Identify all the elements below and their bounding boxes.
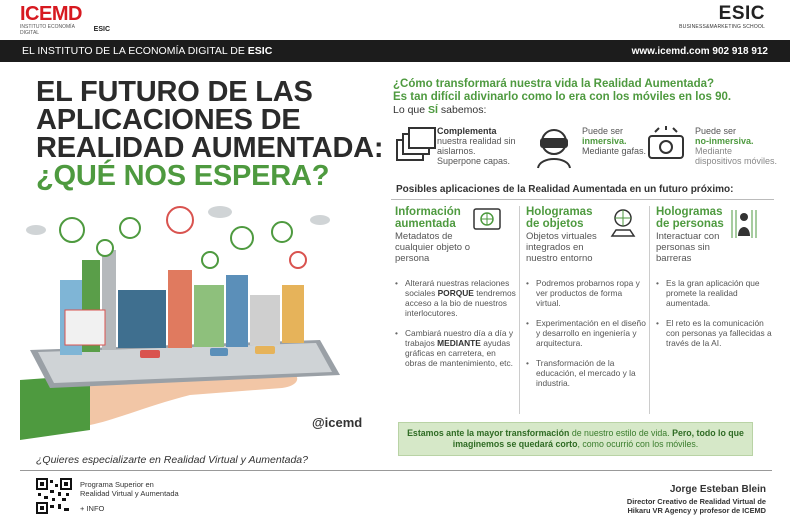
column-1-title-line-1: Información — [395, 206, 461, 218]
band-contact[interactable]: www.icemd.com 902 918 912 — [631, 45, 768, 57]
cloud-1 — [26, 225, 46, 235]
layers-icon — [395, 126, 439, 166]
column-personas — [649, 206, 774, 414]
shop-building — [65, 310, 105, 345]
ar-city-illustration — [20, 190, 380, 440]
feature-no-inmersiva — [645, 126, 778, 176]
program-line-2: Realidad Virtual y Aumentada — [80, 489, 179, 498]
cloud-3 — [310, 215, 330, 225]
column-3-title-line-1: Hologramas — [656, 206, 723, 218]
hologram-globe-icon — [610, 208, 636, 238]
column-1-title-line-2: aumentada — [395, 218, 456, 230]
conclusion-banner — [398, 422, 753, 456]
list-item — [395, 278, 519, 318]
band-left-text: EL INSTITUTO DE LA ECONOMÍA DIGITAL DE — [22, 45, 248, 57]
known-heading — [393, 104, 486, 116]
feature-3-pre: Puede ser — [695, 126, 737, 136]
intro-question — [393, 78, 773, 104]
footer-divider — [20, 470, 772, 471]
bullet-text: Alterará nuestras relaciones sociales — [405, 278, 510, 298]
bullet-text: ayudas gráficas en carretera, en obras de mantenimiento, etc. — [405, 338, 514, 368]
icemd-logo-sub: INSTITUTO ECONOMÍA DIGITAL — [20, 24, 75, 36]
column-2-title-line-1: Hologramas — [526, 206, 593, 218]
ar-bubble-2 — [120, 218, 140, 238]
feature-3-bold: no-inmersiva. — [695, 136, 754, 146]
list-item: • Transformación de la educación, el mercado y la industria. — [526, 358, 649, 388]
applications-columns — [391, 199, 774, 414]
feature-1-text: nuestra realidad sin aislarnos. Superpone capas. — [437, 136, 516, 166]
column-informacion — [395, 206, 519, 414]
list-item — [395, 328, 519, 368]
page-title — [36, 78, 396, 190]
banner-text-2: , como ocurrió con los móviles. — [577, 439, 699, 449]
building-4 — [118, 290, 166, 348]
column-2-title-line-2: de objetos — [526, 218, 584, 230]
car-2 — [210, 348, 228, 356]
column-3-desc: Interactuar con personas sin barreras — [656, 231, 720, 264]
program-info — [80, 480, 179, 513]
specialize-question: ¿Quieres especializarte en Realidad Virtual y Aumentada? — [36, 454, 308, 466]
qr-code-icon[interactable] — [36, 478, 72, 514]
icemd-logo-text: ICEMD — [20, 3, 82, 25]
column-1-bullets — [395, 278, 519, 368]
band-left-bold: ESIC — [247, 45, 273, 57]
author-role-1: Director Creativo de Realidad Virtual de — [626, 497, 766, 506]
feature-1-bold: Complementa — [437, 126, 497, 136]
more-info-link[interactable]: + INFO — [80, 504, 105, 513]
header-band — [0, 40, 790, 62]
building-8 — [250, 295, 280, 345]
band-left — [22, 45, 272, 57]
column-2-desc: Objetos virtuales integrados en nuestro entorno — [526, 231, 597, 264]
esic-logo-sub: BUSINESS&MARKETING SCHOOL — [679, 24, 765, 30]
feature-3-text: Mediante dispositivos móviles. — [695, 146, 778, 166]
bullet-text: tendremos acceso a la bio de nuestros interlocutores. — [405, 288, 516, 318]
icemd-logo-esic: ESIC — [93, 26, 110, 33]
ar-bubble-4 — [231, 227, 253, 249]
feature-2-bold: inmersiva. — [582, 136, 627, 146]
ar-bubble-5 — [272, 222, 292, 242]
known-bold: SÍ — [428, 104, 438, 116]
list-item: • Es la gran aplicación que promete la realidad aumentada. — [656, 278, 774, 308]
column-3-bullets — [656, 278, 774, 348]
intro-question-line-2: Es tan difícil adivinarlo como lo era con los móviles en los 90. — [393, 91, 732, 103]
bullet-bold: PORQUE — [437, 288, 474, 298]
ar-bubble-6 — [97, 240, 113, 256]
hologram-person-icon — [730, 208, 758, 240]
bullet-bold: MEDIANTE — [437, 338, 481, 348]
bullet-text: Cambiará nuestro día a día y trabajos — [405, 328, 514, 348]
vr-headset-icon — [532, 126, 576, 170]
title-line-1: EL FUTURO DE LAS — [36, 76, 313, 108]
feature-2-pre: Puede ser — [582, 126, 624, 136]
tablet-globe-icon — [473, 208, 501, 230]
title-line-2: APLICACIONES DE — [36, 104, 301, 136]
mobile-ar-icon — [645, 126, 689, 170]
program-line-1: Programa Superior en — [80, 480, 154, 489]
ar-bubble-7 — [202, 252, 218, 268]
building-5 — [168, 270, 192, 348]
cloud-2 — [208, 206, 232, 218]
applications-subtitle: Posibles aplicaciones de la Realidad Aumentada en un futuro próximo: — [396, 184, 734, 195]
column-1-desc: Metadatos de cualquier objeto o persona — [395, 231, 470, 264]
car-3 — [255, 346, 275, 354]
column-3-title-line-2: de personas — [656, 218, 724, 230]
author-credit — [627, 484, 766, 515]
car-1 — [140, 350, 160, 358]
known-suffix: sabemos: — [437, 104, 487, 116]
ar-bubble-3 — [167, 207, 193, 233]
building-9 — [282, 285, 304, 343]
banner-text-1: de nuestro estilo de vida. — [569, 428, 673, 438]
author-name: Jorge Esteban Blein — [669, 484, 766, 495]
title-line-4: ¿QUÉ NOS ESPERA? — [36, 160, 330, 192]
feature-2-text: Mediante gafas. — [582, 146, 647, 156]
banner-bold-2: Pero, todo lo que imaginemos se quedará corto — [452, 428, 744, 449]
ar-bubble-8 — [290, 252, 306, 268]
title-line-3: REALIDAD AUMENTADA: — [36, 132, 384, 164]
intro-question-line-1: ¿Cómo transformará nuestra vida la Realidad Aumentada? — [393, 78, 715, 90]
ar-bubble-1 — [60, 218, 84, 242]
esic-logo — [679, 4, 765, 30]
list-item: • Podremos probarnos ropa y ver productos de forma virtual. — [526, 278, 649, 308]
building-7 — [226, 275, 248, 347]
list-item: • El reto es la comunicación con personas ya fallecidas a través de la AI. — [656, 318, 774, 348]
column-objetos — [519, 206, 649, 414]
icemd-logo — [20, 3, 110, 36]
known-prefix: Lo que — [393, 104, 429, 116]
column-2-bullets — [526, 278, 649, 388]
twitter-handle[interactable]: @icemd — [312, 415, 363, 430]
esic-logo-text: ESIC — [718, 3, 765, 24]
feature-inmersiva — [532, 126, 647, 176]
building-6 — [194, 285, 224, 347]
author-role-2: Hikaru VR Agency y profesor de ICEMD — [627, 506, 766, 515]
feature-complementa — [395, 126, 525, 176]
banner-bold-1: Estamos ante la mayor transformación — [407, 428, 570, 438]
list-item: • Experimentación en el diseño y desarrollo en ingeniería y arquitectura. — [526, 318, 649, 348]
